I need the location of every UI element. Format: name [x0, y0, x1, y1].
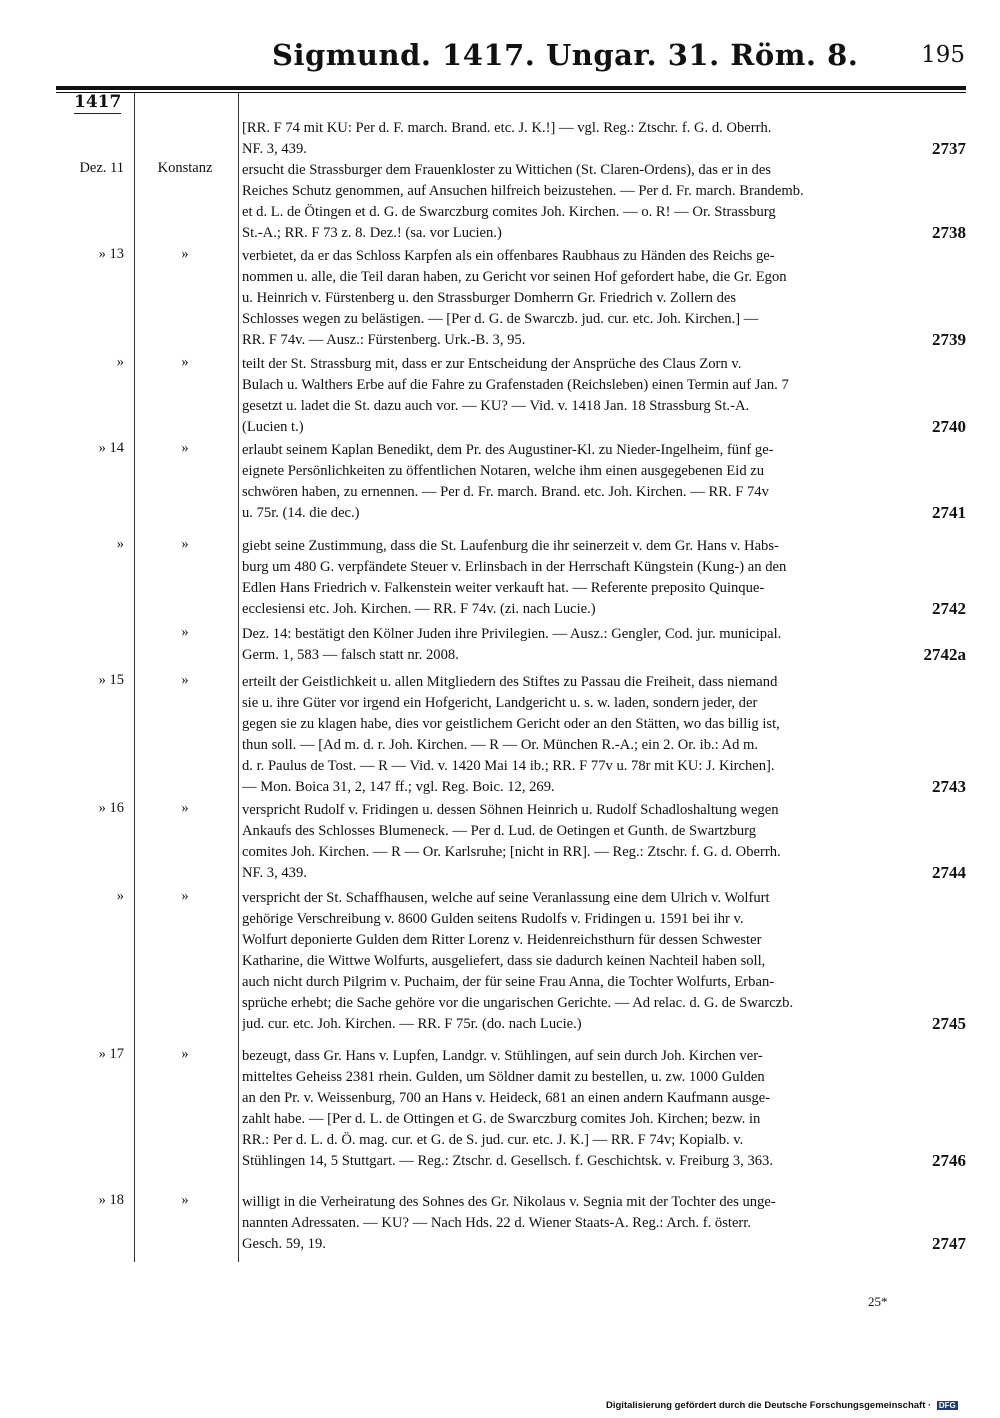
- entry-place: »: [181, 672, 189, 688]
- header-rule-thick: [56, 86, 966, 90]
- entry-text: [242, 118, 966, 160]
- entry-text-line: St.-A.; RR. F 73 z. 8. Dez.! (sa. vor Lucien.): [242, 225, 502, 241]
- entry-date: » 17: [98, 1046, 124, 1062]
- entry-number: 2746: [932, 1151, 966, 1170]
- entry-text: [242, 624, 966, 666]
- entry-text-line: jud. cur. etc. Joh. Kirchen. — RR. F 75r. (do. nach Lucie.): [242, 1016, 582, 1032]
- entry-text-line: verspricht der St. Schaffhausen, welche auf seine Veranlassung eine dem Ulrich v. Wolfurt: [242, 890, 770, 906]
- entry-text-line: Wolfurt deponierte Gulden dem Ritter Lorenz v. Heidenreichsthurn für dessen Schwester: [242, 932, 762, 948]
- entry-text-line: Gesch. 59, 19.: [242, 1236, 326, 1252]
- entry-place: »: [181, 1192, 189, 1208]
- entry-text-line: ecclesiensi etc. Joh. Kirchen. — RR. F 74v. (zi. nach Lucie.): [242, 601, 596, 617]
- entry-number: 2742: [932, 599, 966, 618]
- entry-number: 2741: [932, 503, 966, 522]
- entry-text: [242, 246, 966, 351]
- year-heading: 1417: [74, 92, 122, 112]
- entry-text-line: an den Pr. v. Weissenburg, 700 an Hans v. Heideck, 681 an einen andern Kaufmann ausge-: [242, 1090, 771, 1106]
- entry-date: » 13: [98, 246, 124, 262]
- entry-text-line: thun soll. — [Ad m. d. r. Joh. Kirchen. — R — Or. München R.-A.; ein 2. Or. ib.: Ad m.: [242, 737, 759, 753]
- entry-text: [242, 1046, 966, 1172]
- entry-text: [242, 354, 966, 438]
- entry-text-line: gehörige Verschreibung v. 8600 Gulden seitens Rudolfs v. Fridingen u. 1591 bei ihr v.: [242, 911, 744, 927]
- entry-text-line: Dez. 14: bestätigt den Kölner Juden ihre Privilegien. — Ausz.: Gengler, Cod. jur. municipal.: [242, 626, 782, 642]
- footer-text: Digitalisierung gefördert durch die Deutsche Forschungsgemeinschaft: [606, 1400, 926, 1411]
- entry-text-line: Schlosses wegen zu belästigen. — [Per d. G. de Swarczb. jud. cur. etc. Joh. Kirchen.] —: [242, 311, 759, 327]
- entry-number: 2740: [932, 417, 966, 436]
- entry-place: »: [181, 440, 189, 456]
- entry-text-line: RR.: Per d. L. d. Ö. mag. cur. et G. de S. jud. cur. etc. J. K.] — RR. F 74v; Kopialb. v.: [242, 1132, 744, 1148]
- entry-date: »: [116, 888, 124, 904]
- header-rule-thin: [56, 92, 966, 93]
- entry-date: »: [116, 536, 124, 552]
- entry-text-line: RR. F 74v. — Ausz.: Fürstenberg. Urk.-B. 3, 95.: [242, 332, 526, 348]
- entry-text-line: (Lucien t.): [242, 419, 304, 435]
- entry-text-line: Ankaufs des Schlosses Blumeneck. — Per d. Lud. de Oetingen et Gunth. de Swartzburg: [242, 823, 757, 839]
- entry-date: » 16: [98, 800, 124, 816]
- entry-text-line: NF. 3, 439.: [242, 141, 307, 157]
- entry-text-line: mitteltes Geheiss 2381 rhein. Gulden, um Söldner damit zu bestellen, u. zw. 1000 Gulden: [242, 1069, 765, 1085]
- entry-text-line: verbietet, da er das Schloss Karpfen als ein offenbares Raubhaus zu Händen des Reichs ge-: [242, 248, 775, 264]
- entry-text-line: willigt in die Verheiratung des Sohnes des Gr. Nikolaus v. Segnia mit der Tochter des unge-: [242, 1194, 776, 1210]
- entry-text-line: verspricht Rudolf v. Fridingen u. dessen Söhnen Heinrich u. Rudolf Schadloshaltung wegen: [242, 802, 779, 818]
- entry-text-line: Bulach u. Walthers Erbe auf die Fahre zu Grafenstaden (Reichsleben) einen Termin auf Jan. 7: [242, 377, 789, 393]
- entry-text-line: Edlen Hans Friedrich v. Falkenstein weiter verkauft hat. — Referente preposito Quinque-: [242, 580, 765, 596]
- entry-text-line: burg um 480 G. verpfändete Steuer v. Erlinsbach in der Herrschaft Küngstein (Kung-) an den: [242, 559, 787, 575]
- entry-text-line: erteilt der Geistlichkeit u. allen Mitgliedern des Stiftes zu Passau die Freiheit, dass niemand: [242, 674, 778, 690]
- entry-place: Konstanz: [157, 160, 213, 176]
- entry-text-line: sprüche erhebt; die Sache gehöre vor die ungarischen Gerichte. — Ad relac. d. G. de Swarczb.: [242, 995, 794, 1011]
- column-divider-place: [238, 92, 239, 1262]
- entry-text-line: gegen sie zu klagen habe, dies vor geistlichem Gericht oder an den Stätten, wo das billig ist,: [242, 716, 780, 732]
- entry-text-line: Germ. 1, 583 — falsch statt nr. 2008.: [242, 647, 459, 663]
- entry-text-line: Reiches Schutz genommen, auf Ansuchen hilfreich beizustehen. — Per d. Fr. march. Brandemb.: [242, 183, 804, 199]
- entry-text: [242, 160, 966, 244]
- footer-credit: Digitalisierung gefördert durch die Deutsche Forschungsgemeinschaft · DFG: [606, 1400, 956, 1411]
- entry-number: 2747: [932, 1234, 966, 1253]
- entry-place: »: [181, 888, 189, 904]
- entry-number: 2745: [932, 1014, 966, 1033]
- entry-text-line: — Mon. Boica 31, 2, 147 ff.; vgl. Reg. Boic. 12, 269.: [242, 779, 555, 795]
- dfg-logo: DFG: [938, 1401, 956, 1410]
- entry-text: [242, 1192, 966, 1255]
- running-title: Sigmund. 1417. Ungar. 31. Röm. 8.: [272, 38, 859, 72]
- entry-text-line: erlaubt seinem Kaplan Benedikt, dem Pr. des Augustiner-Kl. zu Nieder-Ingelheim, fünf ge-: [242, 442, 774, 458]
- entry-number: 2737: [932, 139, 966, 158]
- entry-number: 2738: [932, 223, 966, 242]
- entry-text-line: bezeugt, dass Gr. Hans v. Lupfen, Landgr. v. Stühlingen, auf sein durch Joh. Kirchen ver-: [242, 1048, 763, 1064]
- entry-date: » 18: [98, 1192, 124, 1208]
- entry-text-line: ersucht die Strassburger dem Frauenkloster zu Wittichen (St. Claren-Ordens), das er in des: [242, 162, 771, 178]
- entry-place: »: [181, 354, 189, 370]
- entry-place: »: [181, 1046, 189, 1062]
- entry-text-line: schwören haben, zu ernennen. — Per d. Fr. march. Brand. etc. Joh. Kirchen. — RR. F 74v: [242, 484, 769, 500]
- entry-text: [242, 672, 966, 798]
- entry-place: »: [181, 624, 189, 640]
- entry-text: [242, 536, 966, 620]
- entry-date: »: [116, 354, 124, 370]
- entry-text: [242, 888, 966, 1035]
- entry-text-line: comites Joh. Kirchen. — R — Or. Karlsruhe; [nicht in RR]. — Reg.: Ztschr. f. G. d. Oberrh.: [242, 844, 781, 860]
- entry-place: »: [181, 800, 189, 816]
- entry-text-line: u. 75r. (14. die dec.): [242, 505, 360, 521]
- entry-text-line: u. Heinrich v. Fürstenberg u. den Strassburger Domherrn Gr. Friedrich v. Zollern des: [242, 290, 737, 306]
- entry-text: [242, 440, 966, 524]
- entry-date: » 15: [98, 672, 124, 688]
- entry-place: »: [181, 246, 189, 262]
- entry-text-line: auch nicht durch Pilgrim v. Puchaim, der für seine Frau Anna, die Tochter Wolfurts, Erban-: [242, 974, 775, 990]
- entry-text-line: giebt seine Zustimmung, dass die St. Laufenburg die ihr seinerzeit v. dem Gr. Hans v. Habs-: [242, 538, 779, 554]
- entry-number: 2742a: [923, 645, 966, 664]
- entry-text-line: nommen u. alle, die Teil daran haben, zu Gericht vor seinen Hof gefordert habe, die Gr. Egon: [242, 269, 787, 285]
- page-header: [0, 28, 1000, 78]
- entry-number: 2744: [932, 863, 966, 882]
- entry-date: Dez. 11: [79, 160, 124, 176]
- entry-text: [242, 800, 966, 884]
- entry-place: »: [181, 536, 189, 552]
- entry-text-line: teilt der St. Strassburg mit, dass er zur Entscheidung der Ansprüche des Claus Zorn v.: [242, 356, 742, 372]
- entry-text-line: zahlt habe. — [Per d. L. de Ottingen et G. de Swarczburg comites Joh. Kirchen; bezw. in: [242, 1111, 761, 1127]
- entry-text-line: NF. 3, 439.: [242, 865, 307, 881]
- entry-text-line: d. r. Paulus de Tost. — R — Vid. v. 1420 Mai 14 ib.; RR. F 77v u. 78r mit KU: J. Kirchen].: [242, 758, 775, 774]
- entry-number: 2743: [932, 777, 966, 796]
- entry-text-line: eignete Persönlichkeiten zu öffentlichen Notaren, welche ihm einen ausgegebenen Eid zu: [242, 463, 765, 479]
- entry-text-line: nannten Adressaten. — KU? — Nach Hds. 22 d. Wiener Staats-A. Reg.: Arch. f. österr.: [242, 1215, 751, 1231]
- entry-text-line: [RR. F 74 mit KU: Per d. F. march. Brand. etc. J. K.!] — vgl. Reg.: Ztschr. f. G. d. Oberrh.: [242, 120, 772, 136]
- entry-date: » 14: [98, 440, 124, 456]
- entry-number: 2739: [932, 330, 966, 349]
- entry-text-line: et d. L. de Ötingen et d. G. de Swarczburg comites Joh. Kirchen. — o. R! — Or. Strassburg: [242, 204, 776, 220]
- entry-text-line: Stühlingen 14, 5 Stuttgart. — Reg.: Ztschr. d. Gesellsch. f. Geschichtsk. v. Freiburg 3, 363.: [242, 1153, 773, 1169]
- entry-text-line: sie u. ihre Güter vor irgend ein Hofgericht, Landgericht u. s. w. laden, sondern jeder, der: [242, 695, 758, 711]
- entry-text-line: gesetzt u. ladet die St. dazu auch vor. — KU? — Vid. v. 1418 Jan. 18 Strassburg St.-A.: [242, 398, 750, 414]
- signature-mark: 25*: [868, 1294, 888, 1309]
- column-divider-date: [134, 92, 135, 1262]
- page-number: 195: [921, 42, 965, 68]
- entry-text-line: Katharine, die Wittwe Wolfurts, ausgeliefert, dass sie dadurch keinen Nachteil haben soll,: [242, 953, 766, 969]
